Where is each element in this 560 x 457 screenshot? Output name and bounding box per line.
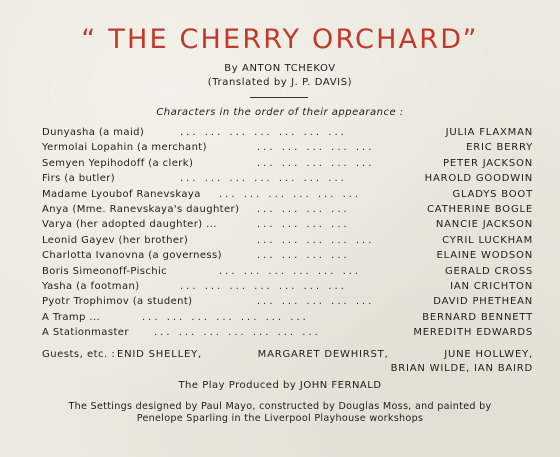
character-name: A Tramp ...: [42, 311, 101, 323]
dot-leader: ... ... ... ... ... ...: [219, 265, 362, 277]
cast-row: [42, 310, 533, 325]
character-name: A Stationmaster: [42, 327, 129, 339]
actor-name: DAVID PHETHEAN: [433, 296, 533, 308]
character-name: Leonid Gayev (her brother): [42, 234, 189, 246]
dot-leader: ... ... ... ... ... ... ...: [142, 311, 309, 323]
actor-name: GERALD CROSS: [445, 265, 533, 277]
dot-leader: ... ... ... ... ...: [257, 157, 375, 169]
settings-line: The Settings designed by Paul Mayo, constructed by Douglas Moss, and painted by: [68, 401, 492, 412]
cast-row: [42, 187, 533, 202]
character-name: Semyen Yepihodoff (a clerk): [42, 157, 194, 169]
cast-row: [42, 264, 533, 279]
actor-name: MEREDITH EDWARDS: [413, 327, 533, 339]
character-name: Anya (Mme. Ranevskaya's daughter): [42, 203, 240, 215]
cast-row: [42, 140, 533, 155]
guests-label: Guests, etc. :: [42, 349, 116, 360]
dot-leader: ... ... ... ... ...: [257, 296, 375, 308]
cast-row: [42, 248, 533, 263]
character-name: Boris Simeonoff-Pischic: [42, 265, 168, 277]
guest-name: MARGARET DEWHIRST,: [257, 349, 389, 360]
character-name: Dunyasha (a maid): [42, 127, 145, 138]
dot-leader: ... ... ... ... ... ... ...: [154, 327, 321, 339]
character-name: Firs (a butler): [42, 173, 116, 185]
producer-credit: The Play Produced by JOHN FERNALD: [178, 380, 382, 391]
dot-leader: ... ... ... ... ...: [257, 234, 375, 246]
cast-row: [42, 217, 533, 232]
cast-row: [42, 202, 533, 217]
actor-name: CYRIL LUCKHAM: [442, 234, 533, 246]
actor-name: ELAINE WODSON: [436, 250, 533, 262]
cast-row: [42, 279, 533, 294]
guest-name: JUNE HOLLWEY,: [444, 349, 533, 360]
dot-leader: ... ... ... ...: [257, 219, 350, 231]
actor-name: BERNARD BENNETT: [422, 311, 533, 323]
translator-line: (Translated by J. P. DAVIS): [207, 77, 353, 88]
actor-name: CATHERINE BOGLE: [426, 203, 533, 215]
character-name: Yermolai Lopahin (a merchant): [42, 142, 207, 154]
guests-names-line: [117, 348, 533, 362]
cast-row: [42, 325, 533, 340]
settings-credit: [20, 401, 540, 425]
actor-name: PETER JACKSON: [443, 157, 533, 169]
cast-list: [42, 125, 533, 340]
actor-name: GLADYS BOOT: [452, 188, 533, 200]
dot-leader: ... ... ... ...: [257, 250, 350, 262]
dot-leader: ... ... ... ... ... ... ...: [180, 280, 347, 292]
character-name: Yasha (a footman): [42, 280, 140, 292]
character-name: Madame Lyoubof Ranevskaya: [42, 188, 201, 200]
dot-leader: ... ... ... ... ... ...: [219, 188, 362, 200]
guests-names-continued: BRIAN WILDE, IAN BAIRD: [390, 363, 533, 374]
settings-line: Penelope Sparling in the Liverpool Playhouse workshops: [136, 413, 424, 424]
cast-row: [42, 233, 533, 248]
dot-leader: ... ... ... ... ... ... ...: [180, 173, 347, 185]
author-line: By ANTON TCHEKOV: [224, 63, 336, 74]
actor-name: HAROLD GOODWIN: [424, 173, 533, 185]
dot-leader: ... ... ... ...: [257, 203, 350, 215]
dot-leader: ... ... ... ... ...: [257, 142, 375, 154]
cast-row: [42, 125, 533, 140]
cast-row: [42, 156, 533, 171]
character-name: Charlotta Ivanovna (a governess): [42, 250, 222, 262]
divider-rule: [250, 97, 308, 98]
play-title: “ THE CHERRY ORCHARD”: [81, 24, 479, 55]
character-name: Varya (her adopted daughter) ...: [42, 219, 217, 231]
cast-row: [42, 171, 533, 186]
character-name: Pyotr Trophimov (a student): [42, 296, 193, 308]
cast-row: [42, 294, 533, 309]
dot-leader: ... ... ... ... ... ... ...: [180, 127, 347, 138]
actor-name: NANCIE JACKSON: [435, 219, 533, 231]
actor-name: IAN CRICHTON: [450, 280, 533, 292]
actor-name: ERIC BERRY: [466, 142, 533, 154]
guest-name: ENID SHELLEY,: [117, 349, 202, 360]
actor-name: JULIA FLAXMAN: [445, 127, 533, 138]
cast-intro: Characters in the order of their appearance :: [156, 107, 404, 118]
